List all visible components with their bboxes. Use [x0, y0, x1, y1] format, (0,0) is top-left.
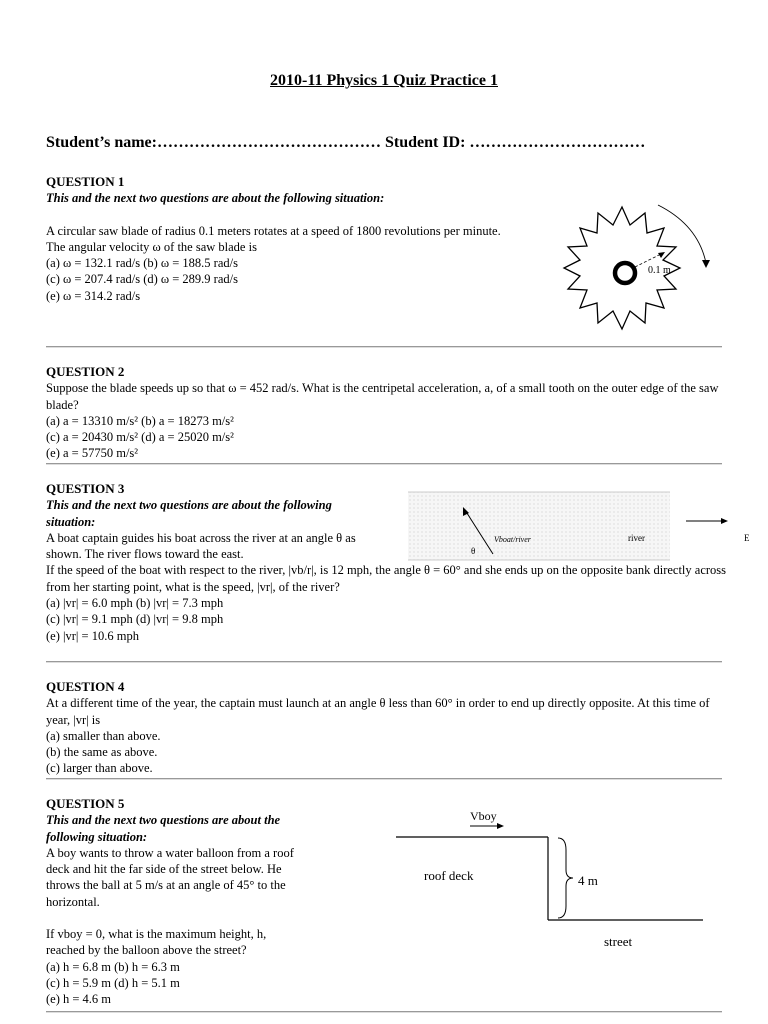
question-1-heading: QUESTION 1 [46, 174, 125, 189]
river-figure [408, 486, 758, 566]
question-1-option-row: (a) ω = 132.1 rad/s (b) ω = 188.5 rad/s [46, 256, 238, 271]
question-3-heading: QUESTION 3 [46, 481, 125, 496]
question-4-option-row: (b) the same as above. [46, 745, 158, 760]
question-4-text: At a different time of the year, the captain must launch at an angle θ less than 60° in order to end up directly opposite. At this time of year, |vr| is [46, 696, 710, 727]
question-2 [46, 364, 726, 462]
question-5-text: A boy wants to throw a water balloon from a roof deck and hit the far side of the street below. He throws the ball at 5 m/s at an angle of 45° to the horizontal. [46, 845, 294, 909]
question-5 [46, 796, 308, 1008]
question-2-option-row: (c) a = 20430 m/s² (d) a = 25020 m/s² [46, 430, 234, 445]
question-3-question: If the speed of the boat with respect to the river, |vb/r|, is 12 mph, the angle θ = 60° and she ends up on the opposite bank directly across from her starting point, what is the speed, |vr|, of the river? [46, 563, 727, 594]
question-2-option-row: (e) a = 57750 m/s² [46, 446, 139, 461]
divider [46, 1011, 722, 1012]
radius-label: 0.1 m [648, 265, 671, 276]
divider [46, 778, 722, 779]
blade-hub [615, 263, 635, 283]
saw-blade-figure [530, 195, 730, 345]
page-title: 2010-11 Physics 1 Quiz Practice 1 [270, 72, 498, 89]
question-1-intro: This and the next two questions are about the following situation: [46, 191, 385, 206]
question-5-heading: QUESTION 5 [46, 796, 125, 811]
question-4-option-row: (a) smaller than above. [46, 728, 161, 743]
question-1 [46, 174, 506, 304]
roof-deck-figure [390, 800, 720, 960]
theta-label: θ [471, 546, 476, 556]
boat-vector-label: Vboat/river [494, 535, 531, 544]
question-5-intro: This and the next two questions are about the following situation: [46, 813, 281, 844]
question-1-prompt: The angular velocity ω of the saw blade is [46, 239, 257, 254]
river-area [408, 492, 670, 560]
question-4-option-row: (c) larger than above. [46, 761, 153, 776]
divider [46, 463, 722, 464]
question-5-option-row: (e) h = 4.6 m [46, 992, 112, 1007]
river-label: river [628, 533, 645, 543]
divider [46, 346, 722, 347]
student-info-line: Student’s name:…………………………………… Student ID: …………………………… [46, 134, 646, 151]
roof-deck-label: roof deck [424, 868, 474, 883]
question-3-text: A boat captain guides his boat across the river at an angle θ as shown. The river flows toward the east. [46, 530, 356, 562]
question-5-question: If vboy = 0, what is the maximum height, h, reached by the balloon above the street? [46, 927, 267, 958]
vboy-label: Vboy [470, 809, 497, 823]
question-2-option-row: (a) a = 13310 m/s² (b) a = 18273 m/s² [46, 413, 234, 428]
question-3-option-row: (c) |vr| = 9.1 mph (d) |vr| = 9.8 mph [46, 612, 224, 627]
question-2-text: Suppose the blade speeds up so that ω = 452 rad/s. What is the centripetal acceleration, a, of a small tooth on the outer edge of the saw blade? [46, 381, 719, 412]
question-3-option-row: (a) |vr| = 6.0 mph (b) |vr| = 7.3 mph [46, 596, 224, 611]
question-1-text: A circular saw blade of radius 0.1 meters rotates at a speed of 1800 revolutions per minute. [46, 223, 501, 238]
question-4 [46, 679, 726, 777]
height-brace [558, 838, 573, 918]
question-2-heading: QUESTION 2 [46, 364, 125, 379]
question-1-option-row: (c) ω = 207.4 rad/s (d) ω = 289.9 rad/s [46, 272, 238, 287]
east-arrowhead [721, 518, 728, 524]
question-5-option-row: (a) h = 6.8 m (b) h = 6.3 m [46, 959, 180, 974]
height-label: 4 m [578, 873, 598, 888]
divider [46, 661, 722, 662]
street-label: street [604, 934, 633, 949]
east-label: E [744, 533, 750, 543]
rotation-arrowhead [702, 260, 710, 268]
question-5-option-row: (c) h = 5.9 m (d) h = 5.1 m [46, 975, 180, 990]
question-3-intro: This and the next two questions are about the following situation: [46, 498, 332, 529]
question-1-option-row: (e) ω = 314.2 rad/s [46, 288, 141, 303]
question-3-option-row: (e) |vr| = 10.6 mph [46, 628, 139, 643]
vboy-arrowhead [497, 823, 504, 829]
question-4-heading: QUESTION 4 [46, 679, 125, 694]
